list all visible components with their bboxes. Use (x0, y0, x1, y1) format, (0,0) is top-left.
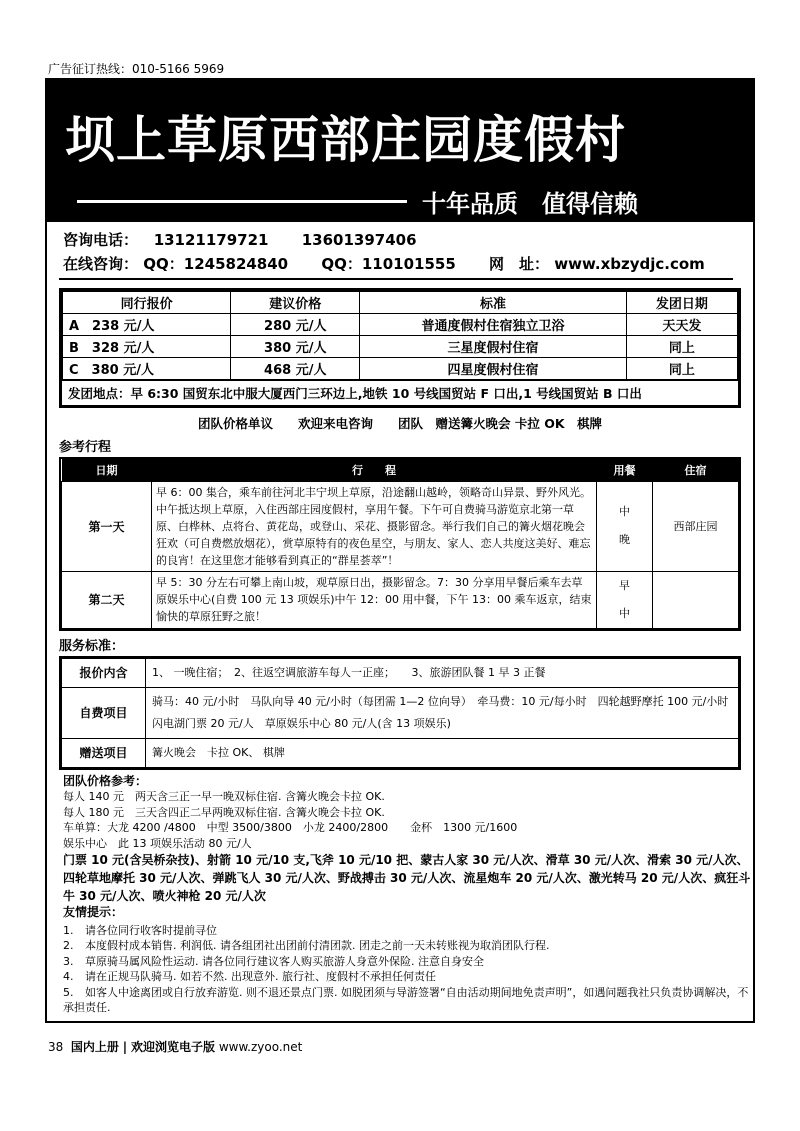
departure-date: 同上 (626, 336, 737, 358)
banner-rule (77, 200, 407, 203)
slogan: 十年品质 值得信赖 (422, 190, 638, 218)
phone-label: 咨询电话： (63, 231, 139, 249)
ticket-prices: 门票 10 元(含吴桥杂技)、射箭 10 元/10 支,飞斧 10 元/10 把、蒙古人家 30 元/人次、滑草 30 元/人次、滑索 30 元/人次、四轮草地摩托 30 元/人次、弹跳飞人 30 元/人次、野战搏击 30 元/人次、流星炮车 20 元/人次、激光转马 20 元/人次、疯狂斗牛 30 元/人次、喷火神枪 20 元/人次 (63, 853, 751, 903)
web-label: 网 址： (489, 255, 550, 273)
meal: 中 (619, 505, 630, 518)
day-lodging: 西部庄园 (653, 481, 739, 571)
phone-number-1: 13121179721 (153, 231, 269, 249)
price-header-row (63, 292, 738, 314)
service-text: 骑马：40 元/小时 马队向导 40 元/小时（每团需 1—2 位向导） 牵马费：10 元/每小时 四轮越野摩托 100 元/小时 闪电湖门票 20 元/人 草原娱乐中心 80 元/人(含 13 项娱乐) (146, 687, 739, 738)
reference-line: 娱乐中心 此 13 项娱乐活动 80 元/人 (63, 836, 252, 850)
friendly-tips (63, 905, 753, 1016)
qq-2: QQ：110101555 (321, 255, 456, 273)
service-label: 赠送项目 (62, 738, 146, 767)
day-label: 第二天 (62, 571, 152, 628)
online-row (63, 252, 737, 276)
peer-price: A 238 元/人 (63, 314, 231, 336)
service-label: 报价内含 (62, 658, 146, 687)
qq-1: QQ：1245824840 (143, 255, 289, 273)
footer-website[interactable]: www.zyoo.net (218, 1040, 303, 1054)
day-description: 早 6：00 集合，乘车前往河北丰宁坝上草原，沿途翻山越岭，领略奇山异景、野外风光。中午抵达坝上草原，入住西部庄园度假村，享用午餐。下午可自费骑马游览京北第一草原、白桦林、点将台、黄花岛，或登山、采花、摄影留念。举行我们自己的篝火烟花晚会狂欢（可自费燃放烟花），赏草原特有的夜色星空，与朋友、家人、恋人共度这美好、难忘的良宵！在这里您才能够看到真正的“群星荟萃”！ (152, 481, 597, 571)
meal: 早 (619, 578, 630, 592)
departure-date: 同上 (626, 358, 737, 380)
reference-line: 每人 140 元 两天含三正一早一晚双标住宿. 含篝火晚会卡拉 OK. (63, 790, 385, 803)
contact-block (47, 222, 753, 276)
price-table (59, 288, 741, 408)
service-title: 服务标准： (59, 638, 125, 654)
advert-frame (45, 78, 755, 1023)
header-departure-date: 发团日期 (626, 292, 737, 314)
tip-item: 3. 草原骑马属风险性运动. 请各位同行建议客人购买旅游人身意外保险. 注意自身安全 (63, 954, 484, 968)
price-row (63, 358, 738, 380)
service-row (62, 687, 739, 738)
day-label: 第一天 (62, 481, 152, 571)
tip-item: 5. 如客人中途离团或自行放弃游览. 则不退还景点门票. 如脱团须与导游签署“自由活动期间地免责声明”，如遇问题我社只负责协调解决，不承担责任. (63, 985, 749, 1014)
suggested-price: 380 元/人 (231, 336, 360, 358)
itinerary-row (62, 571, 739, 628)
header-lodging: 住宿 (653, 459, 739, 481)
ad-hotline: 广告征订热线：010-5166 5969 (48, 62, 225, 76)
phone-row (63, 228, 737, 252)
suggested-price: 280 元/人 (231, 314, 360, 336)
day-description: 早 5：30 分左右可攀上南山坡，观草原日出，摄影留念。7：30 分享用早餐后乘车去草原娱乐中心(自费 100 元 13 项娱乐)中午 12：00 用中餐，下午 13：00 乘车返京，结束愉快的草原狂野之旅！ (152, 571, 597, 628)
header-date: 日期 (62, 459, 152, 481)
header-schedule: 行 程 (152, 459, 597, 481)
phone-number-2: 13601397406 (301, 231, 417, 249)
resort-title: 坝上草原西部庄园度假村 (65, 111, 626, 169)
group-notes: 团队价格单议 欢迎来电咨询 团队 赠送篝火晚会 卡拉 OK 棋牌 (197, 416, 603, 431)
peer-price: C 380 元/人 (63, 358, 231, 380)
suggested-price: 468 元/人 (231, 358, 360, 380)
itinerary-row (62, 481, 739, 571)
tips-title: 友情提示： (63, 905, 124, 919)
meal: 中 (619, 606, 630, 620)
itinerary-header-row (62, 459, 739, 481)
header-meals: 用餐 (597, 459, 653, 481)
service-row (62, 738, 739, 767)
banner (47, 80, 753, 222)
itinerary-title: 参考行程 (59, 440, 112, 455)
invite-text: 欢迎浏览电子版 (130, 1040, 215, 1054)
reference-line: 车单算：大龙 4200 /4800 中型 3500/3800 小龙 2400/2800 金杯 1300 元/1600 (63, 821, 518, 834)
header-standard: 标准 (360, 292, 627, 314)
tip-item: 2. 本度假村成本销售. 利润低. 请各组团社出团前付清团款. 团走之前一天未转账视为取消团队行程. (63, 939, 550, 952)
service-text: 篝火晚会 卡拉 OK、 棋牌 (146, 738, 739, 767)
day-meals (597, 571, 653, 628)
page-footer: 38 国内上册 | 欢迎浏览电子版 www.zyoo.net (48, 1040, 303, 1054)
standard: 三星度假村住宿 (360, 336, 627, 358)
online-label: 在线咨询： (63, 255, 139, 273)
meal: 晚 (619, 533, 630, 546)
day-meals (597, 481, 653, 571)
standard: 四星度假村住宿 (360, 358, 627, 380)
reference-title: 团队价格参考： (63, 773, 148, 788)
departure-location: 发团地点：早 6:30 国贸东北中服大厦西门三环边上,地铁 10 号线国贸站 F 口出,1 号线国贸站 B 口出 (62, 380, 738, 405)
service-text: 1、 一晚住宿； 2、往返空调旅游车每人一正座； 3、旅游团队餐 1 早 3 正餐 (146, 658, 739, 687)
peer-price: B 328 元/人 (63, 336, 231, 358)
service-label: 自费项目 (62, 687, 146, 738)
header-peer-price: 同行报价 (63, 292, 231, 314)
catalog-section: 国内上册 (70, 1040, 119, 1054)
price-row (63, 314, 738, 336)
service-row (62, 658, 739, 687)
standard: 普通度假村住宿独立卫浴 (360, 314, 627, 336)
header-suggested-price: 建议价格 (231, 292, 360, 314)
contact-divider (59, 278, 733, 280)
page-number: 38 (48, 1040, 64, 1054)
group-price-reference (63, 774, 753, 906)
tip-item: 4. 请在正规马队骑马. 如若不然. 出现意外. 旅行社、度假村不承担任何责任 (63, 970, 436, 983)
tip-item: 1. 请各位同行收客时提前寻位 (63, 923, 217, 937)
website: www.xbzydjc.com (554, 255, 705, 273)
itinerary-table (59, 457, 741, 631)
reference-line: 每人 180 元 三天含四正二早两晚双标住宿. 含篝火晚会卡拉 OK. (63, 805, 385, 819)
day-lodging (653, 571, 739, 628)
price-row (63, 336, 738, 358)
departure-date: 天天发 (626, 314, 737, 336)
service-table (59, 656, 741, 770)
